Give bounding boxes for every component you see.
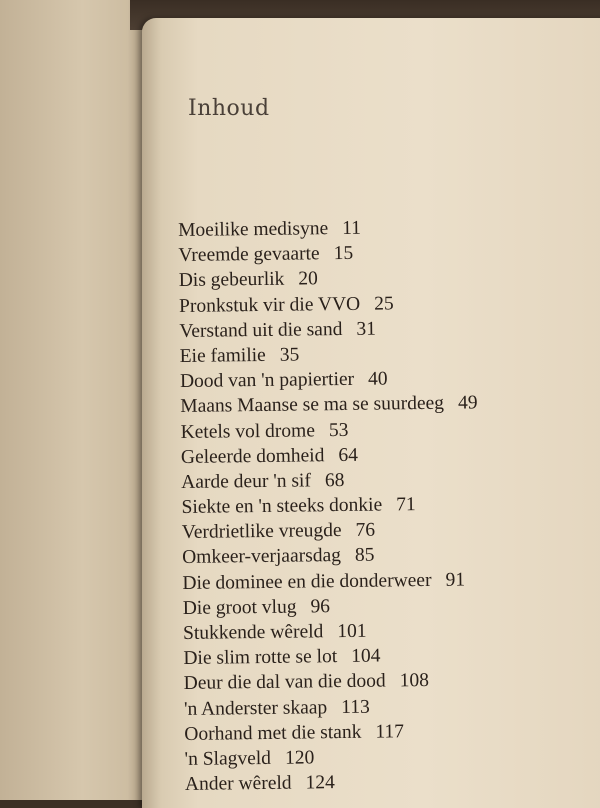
toc-entry-title: Vreemde gevaarte (178, 243, 320, 267)
toc-entry-page-number: 124 (305, 772, 335, 794)
toc-entry-page-number: 64 (338, 444, 359, 466)
table-of-contents (178, 213, 600, 797)
toc-entry-title: Siekte en 'n steeks donkie (181, 494, 383, 519)
toc-entry-title: Ketels vol drome (180, 419, 316, 443)
toc-entry-title: Verdrietlike vreugde (181, 520, 342, 544)
toc-entry-page-number: 15 (333, 243, 354, 265)
toc-entry-title: Stukkende wêreld (182, 621, 324, 644)
toc-entry-title: Omkeer-verjaarsdag (182, 545, 342, 569)
toc-entry-title: Pronkstuk vir die VVO (178, 293, 361, 317)
book-page (142, 18, 600, 808)
toc-entry-title: Ander wêreld (184, 772, 292, 796)
toc-entry-title: 'n Slagveld (184, 747, 272, 770)
toc-entry-title: Die groot vlug (182, 596, 297, 619)
toc-entry-page-number: 85 (354, 545, 375, 567)
toc-entry-title: Eie familie (179, 344, 266, 367)
toc-entry-title: Dis gebeurlik (178, 269, 285, 292)
toc-entry-page-number: 96 (310, 595, 331, 618)
contents-heading: Inhoud (188, 96, 270, 121)
toc-entry-title: Deur die dal van die dood (183, 670, 386, 695)
toc-entry-page-number: 25 (374, 292, 394, 315)
left-page-edge (0, 0, 150, 800)
toc-entry-title: Die slim rotte se lot (183, 646, 338, 670)
toc-entry-page-number: 113 (341, 696, 370, 718)
toc-entry-page-number: 76 (355, 519, 376, 542)
toc-entry-page-number: 35 (279, 344, 300, 366)
toc-entry-page-number: 49 (457, 392, 478, 414)
toc-entry-page-number: 40 (367, 368, 388, 390)
toc-entry-page-number: 108 (399, 670, 430, 692)
toc-entry-page-number: 71 (396, 494, 416, 516)
toc-entry-page-number: 68 (324, 469, 345, 492)
toc-entry-title: Aarde deur 'n sif (181, 470, 312, 493)
toc-entry-page-number: 120 (284, 747, 315, 769)
toc-entry-page-number: 101 (337, 620, 367, 643)
toc-entry-page-number: 31 (356, 318, 377, 340)
toc-entry-title: Maans Maanse se ma se suurdeeg (180, 393, 445, 418)
toc-entry-page-number: 91 (445, 569, 466, 591)
toc-entry-page-number: 117 (375, 721, 405, 743)
toc-entry-title: Geleerde domheid (180, 444, 325, 468)
toc-entry-page-number: 11 (342, 217, 362, 239)
toc-entry (185, 767, 600, 797)
toc-entry-title: Moeilike medisyne (178, 218, 329, 241)
toc-entry-title: 'n Anderster skaap (183, 696, 328, 720)
toc-entry-page-number: 53 (328, 419, 349, 441)
toc-entry-title: Verstand uit die sand (179, 318, 343, 342)
toc-entry-title: Oorhand met die stank (184, 721, 362, 745)
toc-entry-title: Dood van 'n papiertier (179, 368, 355, 393)
toc-entry-page-number: 104 (351, 645, 381, 668)
toc-entry-page-number: 20 (298, 268, 318, 290)
toc-entry-title: Die dominee en die donderweer (182, 569, 432, 594)
